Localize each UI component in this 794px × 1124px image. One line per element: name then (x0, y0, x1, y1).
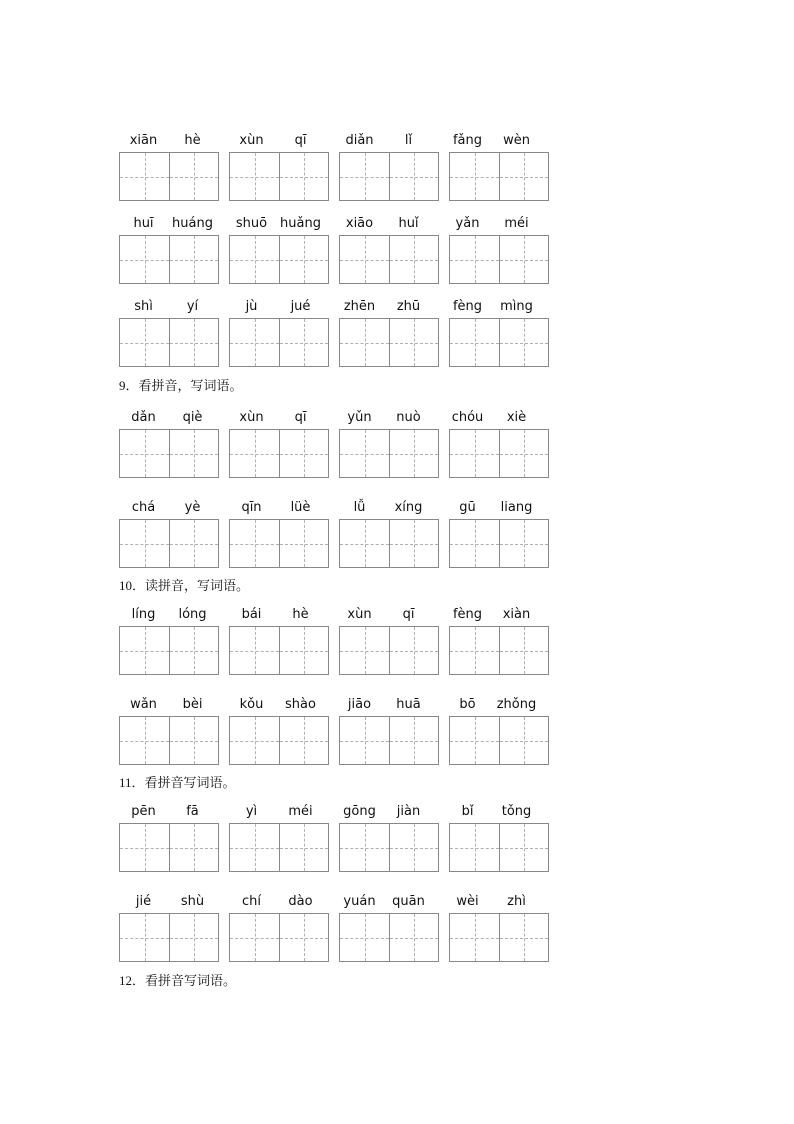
pinyin: xiè (506, 410, 527, 425)
tian-cell[interactable] (340, 236, 389, 283)
pinyin: líng (131, 607, 156, 622)
writing-grid-row (119, 913, 549, 962)
pinyin: shì (134, 299, 153, 314)
tian-cell[interactable] (169, 430, 218, 477)
writing-box[interactable] (339, 429, 439, 478)
pinyin: dǎn (131, 410, 156, 425)
writing-grid-row (119, 152, 549, 201)
writing-box[interactable] (339, 626, 439, 675)
pinyin: qiè (182, 410, 203, 425)
pinyin: gū (459, 500, 476, 515)
pinyin: qī (402, 607, 415, 622)
pinyin: yǔn (347, 410, 372, 425)
writing-box[interactable] (449, 152, 549, 201)
pinyin: liang (500, 500, 533, 515)
pinyin: shuō (235, 216, 268, 231)
pinyin-row (119, 497, 549, 519)
tian-cell[interactable] (230, 627, 279, 674)
writing-box[interactable] (229, 519, 329, 568)
tian-cell[interactable] (499, 319, 548, 366)
pinyin: zhū (396, 299, 421, 314)
pinyin: fǎng (452, 133, 483, 148)
pinyin: xiān (129, 133, 158, 148)
tian-cell[interactable] (450, 236, 499, 283)
question-heading: 10．读拼音，写词语。 (119, 578, 250, 593)
pinyin: qī (294, 133, 307, 148)
tian-cell[interactable] (230, 824, 279, 871)
tian-cell[interactable] (279, 236, 328, 283)
writing-box[interactable] (449, 913, 549, 962)
writing-box[interactable] (229, 913, 329, 962)
word-row (119, 801, 549, 872)
writing-box[interactable] (449, 716, 549, 765)
word-row (119, 407, 549, 478)
tian-cell[interactable] (450, 153, 499, 200)
pinyin: chí (242, 894, 261, 909)
pinyin: huǐ (398, 216, 419, 231)
writing-box[interactable] (339, 519, 439, 568)
tian-cell[interactable] (169, 914, 218, 961)
pinyin: jiāo (347, 697, 372, 712)
pinyin-row (119, 213, 549, 235)
word-row (119, 213, 549, 284)
pinyin: tǒng (501, 804, 532, 819)
writing-box[interactable] (119, 152, 219, 201)
pinyin: bǐ (461, 804, 474, 819)
word-row (119, 694, 549, 765)
writing-box[interactable] (229, 152, 329, 201)
pinyin: nuò (396, 410, 421, 425)
writing-box[interactable] (119, 429, 219, 478)
writing-box[interactable] (229, 235, 329, 284)
tian-cell[interactable] (499, 153, 548, 200)
pinyin: mìng (500, 299, 533, 314)
pinyin: wǎn (130, 697, 157, 712)
tian-cell[interactable] (389, 824, 438, 871)
pinyin: hè (184, 133, 201, 148)
pinyin: zhì (507, 894, 526, 909)
writing-box[interactable] (449, 519, 549, 568)
pinyin: huī (133, 216, 154, 231)
tian-cell[interactable] (120, 627, 169, 674)
word-row (119, 891, 549, 962)
writing-box[interactable] (229, 823, 329, 872)
pinyin-row (119, 694, 549, 716)
pinyin: xùn (239, 133, 264, 148)
writing-box[interactable] (339, 716, 439, 765)
tian-cell[interactable] (450, 319, 499, 366)
writing-box[interactable] (339, 318, 439, 367)
writing-box[interactable] (119, 235, 219, 284)
pinyin: shào (285, 697, 316, 712)
pinyin: huáng (172, 216, 213, 231)
writing-box[interactable] (119, 716, 219, 765)
pinyin: wèi (456, 894, 479, 909)
word-row (119, 604, 549, 675)
writing-grid-row (119, 235, 549, 284)
pinyin: xùn (347, 607, 372, 622)
pinyin: qīn (241, 500, 262, 515)
pinyin: lǐ (404, 133, 413, 148)
tian-cell[interactable] (389, 153, 438, 200)
tian-cell[interactable] (340, 430, 389, 477)
pinyin: xiāo (345, 216, 374, 231)
pinyin: méi (504, 216, 529, 231)
tian-cell[interactable] (230, 430, 279, 477)
pinyin: jù (245, 299, 258, 314)
tian-cell[interactable] (169, 627, 218, 674)
tian-cell[interactable] (169, 824, 218, 871)
writing-box[interactable] (119, 318, 219, 367)
pinyin: quān (392, 894, 425, 909)
writing-box[interactable] (449, 318, 549, 367)
tian-cell[interactable] (279, 319, 328, 366)
tian-cell[interactable] (120, 717, 169, 764)
tian-cell[interactable] (450, 717, 499, 764)
tian-cell[interactable] (389, 717, 438, 764)
writing-box[interactable] (339, 152, 439, 201)
writing-box[interactable] (339, 235, 439, 284)
pinyin-row (119, 604, 549, 626)
tian-cell[interactable] (389, 627, 438, 674)
writing-box[interactable] (229, 716, 329, 765)
tian-cell[interactable] (279, 717, 328, 764)
tian-cell[interactable] (120, 914, 169, 961)
pinyin: hè (292, 607, 309, 622)
pinyin: diǎn (345, 133, 374, 148)
pinyin-row (119, 407, 549, 429)
pinyin: qī (294, 410, 307, 425)
tian-cell[interactable] (120, 520, 169, 567)
pinyin: lóng (178, 607, 207, 622)
word-row (119, 497, 549, 568)
tian-cell[interactable] (499, 430, 548, 477)
tian-cell[interactable] (279, 627, 328, 674)
tian-cell[interactable] (230, 520, 279, 567)
tian-cell[interactable] (169, 717, 218, 764)
pinyin-row (119, 130, 549, 152)
pinyin: xíng (394, 500, 423, 515)
question-heading: 9．看拼音，写词语。 (119, 378, 243, 393)
writing-box[interactable] (229, 626, 329, 675)
tian-cell[interactable] (279, 153, 328, 200)
writing-box[interactable] (229, 318, 329, 367)
word-row (119, 130, 549, 201)
tian-cell[interactable] (450, 627, 499, 674)
pinyin: fèng (452, 299, 483, 314)
writing-grid-row (119, 716, 549, 765)
pinyin: zhǒng (496, 697, 537, 712)
pinyin: fā (186, 804, 199, 819)
writing-grid-row (119, 429, 549, 478)
tian-cell[interactable] (279, 824, 328, 871)
tian-cell[interactable] (389, 236, 438, 283)
tian-cell[interactable] (499, 717, 548, 764)
pinyin: méi (288, 804, 313, 819)
writing-grid-row (119, 519, 549, 568)
tian-cell[interactable] (279, 520, 328, 567)
pinyin: huǎng (280, 216, 321, 231)
pinyin: yì (245, 804, 258, 819)
writing-box[interactable] (119, 823, 219, 872)
pinyin: yǎn (455, 216, 480, 231)
pinyin: jué (290, 299, 311, 314)
pinyin: kǒu (239, 697, 264, 712)
tian-cell[interactable] (450, 520, 499, 567)
pinyin: yí (186, 299, 199, 314)
tian-cell[interactable] (340, 627, 389, 674)
tian-cell[interactable] (450, 430, 499, 477)
pinyin: yuán (343, 894, 376, 909)
pinyin: wèn (503, 133, 530, 148)
pinyin: bō (459, 697, 476, 712)
tian-cell[interactable] (169, 236, 218, 283)
word-row (119, 296, 549, 367)
pinyin: bái (241, 607, 262, 622)
tian-cell[interactable] (450, 824, 499, 871)
pinyin: yè (184, 500, 201, 515)
tian-cell[interactable] (120, 824, 169, 871)
tian-cell[interactable] (499, 824, 548, 871)
writing-box[interactable] (119, 626, 219, 675)
pinyin: zhēn (343, 299, 376, 314)
pinyin: huā (396, 697, 421, 712)
writing-box[interactable] (449, 429, 549, 478)
tian-cell[interactable] (389, 520, 438, 567)
writing-grid-row (119, 626, 549, 675)
pinyin-row (119, 801, 549, 823)
tian-cell[interactable] (499, 520, 548, 567)
tian-cell[interactable] (389, 319, 438, 366)
pinyin: shù (180, 894, 205, 909)
writing-grid-row (119, 318, 549, 367)
tian-cell[interactable] (340, 520, 389, 567)
tian-cell[interactable] (120, 153, 169, 200)
writing-box[interactable] (119, 519, 219, 568)
pinyin: jiàn (396, 804, 421, 819)
writing-box[interactable] (229, 429, 329, 478)
pinyin-row (119, 891, 549, 913)
tian-cell[interactable] (169, 520, 218, 567)
pinyin: jié (135, 894, 152, 909)
pinyin: dào (288, 894, 313, 909)
tian-cell[interactable] (340, 319, 389, 366)
writing-grid-row (119, 823, 549, 872)
pinyin: chá (131, 500, 156, 515)
tian-cell[interactable] (120, 319, 169, 366)
tian-cell[interactable] (279, 914, 328, 961)
writing-box[interactable] (449, 626, 549, 675)
tian-cell[interactable] (230, 153, 279, 200)
pinyin: pēn (131, 804, 156, 819)
tian-cell[interactable] (340, 717, 389, 764)
pinyin: xiàn (502, 607, 531, 622)
writing-box[interactable] (339, 823, 439, 872)
tian-cell[interactable] (340, 824, 389, 871)
tian-cell[interactable] (169, 153, 218, 200)
pinyin-row (119, 296, 549, 318)
tian-cell[interactable] (450, 914, 499, 961)
tian-cell[interactable] (120, 430, 169, 477)
tian-cell[interactable] (230, 914, 279, 961)
tian-cell[interactable] (230, 236, 279, 283)
pinyin: fèng (452, 607, 483, 622)
pinyin: lüè (290, 500, 311, 515)
pinyin: gōng (343, 804, 376, 819)
writing-box[interactable] (449, 823, 549, 872)
tian-cell[interactable] (230, 319, 279, 366)
question-heading: 12．看拼音写词语。 (119, 973, 237, 988)
tian-cell[interactable] (499, 236, 548, 283)
pinyin: xùn (239, 410, 264, 425)
tian-cell[interactable] (230, 717, 279, 764)
pinyin: bèi (182, 697, 203, 712)
tian-cell[interactable] (389, 914, 438, 961)
pinyin: chóu (451, 410, 484, 425)
writing-box[interactable] (119, 913, 219, 962)
tian-cell[interactable] (499, 914, 548, 961)
tian-cell[interactable] (340, 153, 389, 200)
question-heading: 11．看拼音写词语。 (119, 775, 236, 790)
writing-box[interactable] (339, 913, 439, 962)
writing-box[interactable] (449, 235, 549, 284)
pinyin: lǚ (353, 500, 366, 515)
tian-cell[interactable] (389, 430, 438, 477)
tian-cell[interactable] (499, 627, 548, 674)
tian-cell[interactable] (279, 430, 328, 477)
tian-cell[interactable] (169, 319, 218, 366)
tian-cell[interactable] (120, 236, 169, 283)
tian-cell[interactable] (340, 914, 389, 961)
